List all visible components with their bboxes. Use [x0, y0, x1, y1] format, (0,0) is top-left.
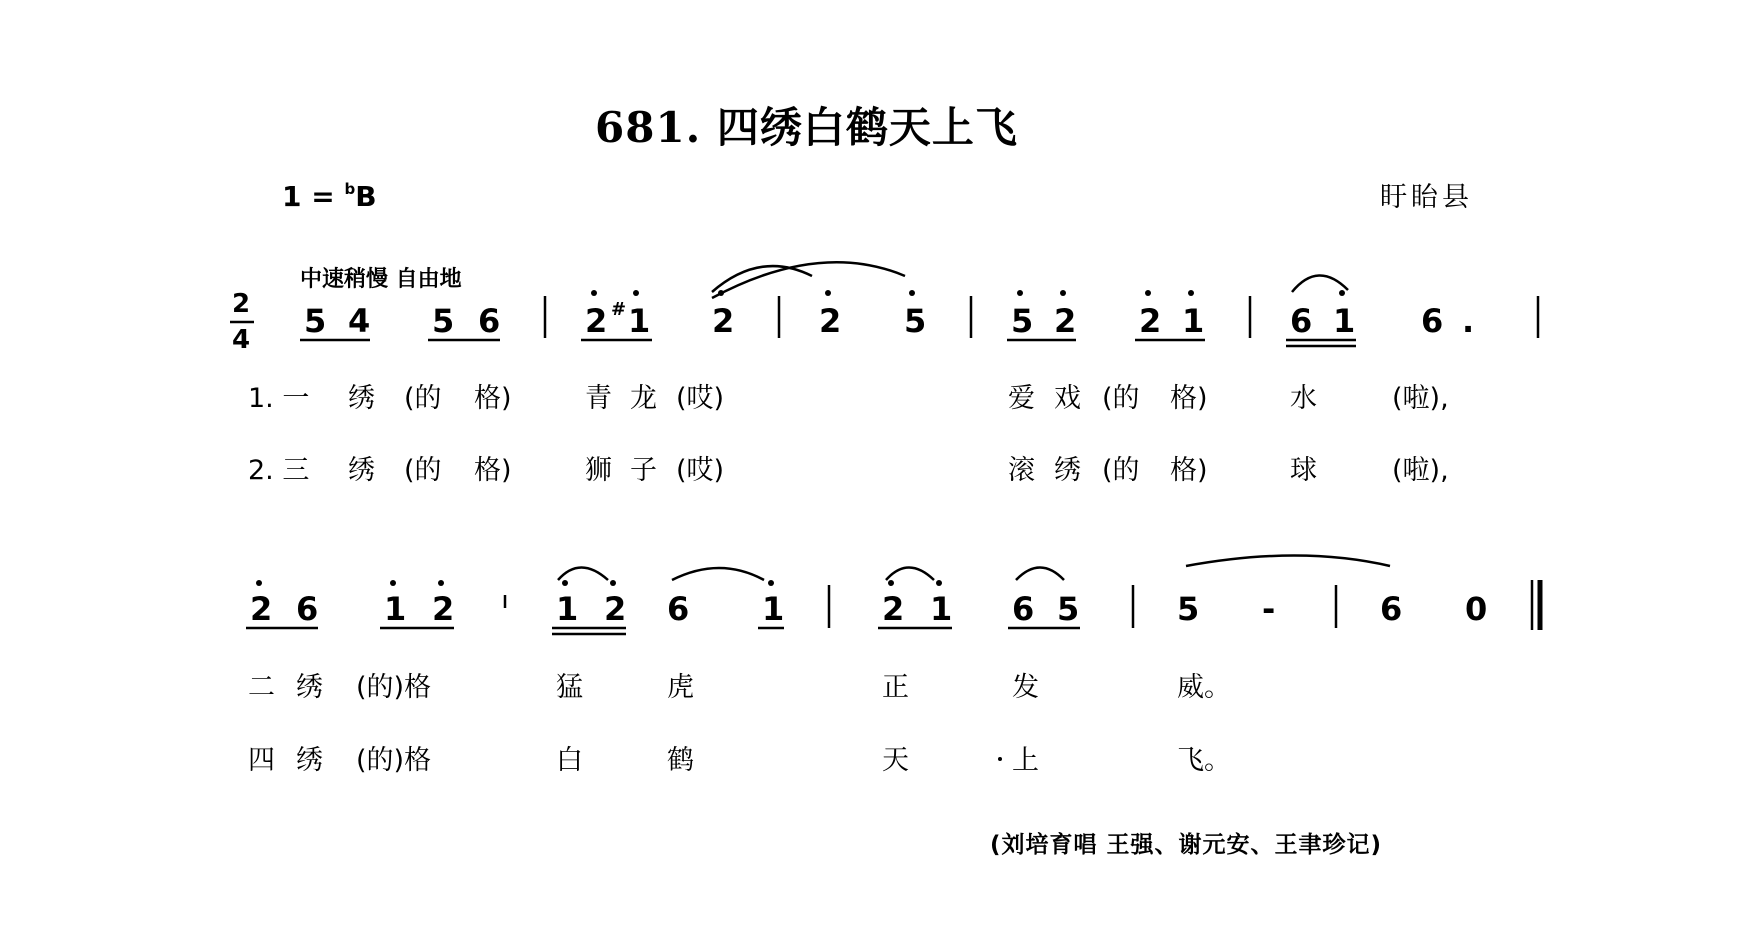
lyric: 鹤: [667, 745, 694, 776]
time-sig-bottom: 4: [232, 325, 251, 355]
lyric: 戏: [1054, 383, 1081, 414]
lyric: 绣: [296, 745, 323, 776]
octave-dot: [1188, 290, 1194, 296]
note: 6: [1421, 302, 1444, 340]
lyric: 爱: [1008, 383, 1035, 414]
note: 6: [1380, 590, 1403, 628]
octave-dot: [438, 580, 444, 586]
credit-line: (刘培育唱 王强、谢元安、王聿珍记): [990, 832, 1383, 858]
lyric: 上: [1012, 745, 1039, 776]
lyric: 威。: [1177, 672, 1231, 703]
lyric: 1. 一: [248, 383, 310, 414]
key-note: B: [355, 180, 377, 213]
note: 5: [1177, 590, 1200, 628]
key-prefix: 1 =: [282, 180, 345, 213]
lyric: 子: [630, 455, 657, 486]
octave-dot: [825, 290, 831, 296]
lyric: 水: [1290, 383, 1317, 414]
song-title: 681. 四绣白鹤天上飞: [595, 103, 1018, 152]
time-sig-top: 2: [232, 289, 251, 319]
note: 6: [1012, 590, 1035, 628]
slur: [558, 568, 608, 581]
lyric: 格): [474, 455, 512, 486]
note: 5: [304, 302, 327, 340]
lyric: (的: [1102, 455, 1140, 486]
octave-dot: [936, 580, 942, 586]
octave-dot: [610, 580, 616, 586]
note: 2: [585, 302, 608, 340]
lyric: 二: [248, 672, 275, 703]
octave-dot: [1060, 290, 1066, 296]
lyric: 绣: [296, 672, 323, 703]
note: 2: [819, 302, 842, 340]
note: 4: [348, 302, 371, 340]
lyric: 猛: [556, 672, 583, 703]
octave-dot: [1017, 290, 1023, 296]
lyric: 虎: [667, 672, 694, 703]
lyric: 格): [1170, 383, 1208, 414]
lyric: (啦),: [1392, 455, 1449, 486]
slur: [672, 568, 764, 580]
tempo-marking: 中速稍慢 自由地: [300, 267, 462, 292]
lyric: 绣: [348, 383, 375, 414]
dot: .: [1462, 302, 1475, 340]
stray-dot: [998, 757, 1002, 761]
lyric: 绣: [348, 455, 375, 486]
note: 6: [478, 302, 501, 340]
note: 2: [712, 302, 735, 340]
note: 6: [667, 590, 690, 628]
note: 6: [296, 590, 319, 628]
octave-dot: [1339, 290, 1345, 296]
lyric: 正: [882, 672, 909, 703]
lyric: 发: [1012, 672, 1039, 703]
county-name: 盱眙县: [1380, 182, 1473, 213]
dash: -: [1262, 590, 1276, 628]
note: 2: [1139, 302, 1162, 340]
note: 2: [432, 590, 455, 628]
note: 1: [1182, 302, 1205, 340]
note: 5: [1057, 590, 1080, 628]
note: 1: [628, 302, 651, 340]
lyric: 格): [1170, 455, 1208, 486]
note: 2: [882, 590, 905, 628]
octave-dot: [562, 580, 568, 586]
note: 2: [1054, 302, 1077, 340]
sharp-sign: #: [611, 299, 627, 320]
note: 5: [904, 302, 927, 340]
note: 1: [556, 590, 579, 628]
note: 5: [1011, 302, 1034, 340]
octave-dot: [633, 290, 639, 296]
slur: [712, 266, 812, 292]
flat-sign: b: [344, 180, 356, 198]
rest: 0: [1465, 590, 1488, 628]
note: 1: [762, 590, 785, 628]
lyric: 狮: [585, 455, 612, 486]
slur: [712, 262, 905, 298]
lyric: 格): [474, 383, 512, 414]
lyric: 四: [248, 745, 275, 776]
octave-dot: [1145, 290, 1151, 296]
note: 5: [432, 302, 455, 340]
lyric: (哎): [676, 383, 725, 414]
note: 6: [1290, 302, 1313, 340]
note: 2: [250, 590, 273, 628]
octave-dot: [888, 580, 894, 586]
note: 1: [384, 590, 407, 628]
lyric: 球: [1290, 455, 1317, 486]
octave-dot: [718, 290, 724, 296]
lyric: 飞。: [1177, 745, 1231, 776]
lyric: (的: [404, 383, 442, 414]
note: 1: [1333, 302, 1356, 340]
lyric: 龙: [630, 383, 657, 414]
note: 1: [930, 590, 953, 628]
octave-dot: [256, 580, 262, 586]
octave-dot: [390, 580, 396, 586]
slur: [1016, 568, 1064, 581]
lyric: 滚: [1008, 455, 1035, 486]
octave-dot: [909, 290, 915, 296]
lyric: (啦),: [1392, 383, 1449, 414]
lyric: (的: [1102, 383, 1140, 414]
slur: [1186, 556, 1390, 567]
note: 2: [604, 590, 627, 628]
lyric: 绣: [1054, 455, 1081, 486]
octave-dot: [768, 580, 774, 586]
lyric: (的)格: [356, 745, 432, 776]
slur: [1292, 275, 1348, 292]
slur: [886, 568, 934, 581]
lyric: (哎): [676, 455, 725, 486]
lyric: 白: [556, 745, 583, 776]
lyric: 2. 三: [248, 455, 310, 486]
lyric: 天: [882, 745, 909, 776]
octave-dot: [591, 290, 597, 296]
lyric: (的)格: [356, 672, 432, 703]
lyric: (的: [404, 455, 442, 486]
lyric: 青: [585, 383, 612, 414]
